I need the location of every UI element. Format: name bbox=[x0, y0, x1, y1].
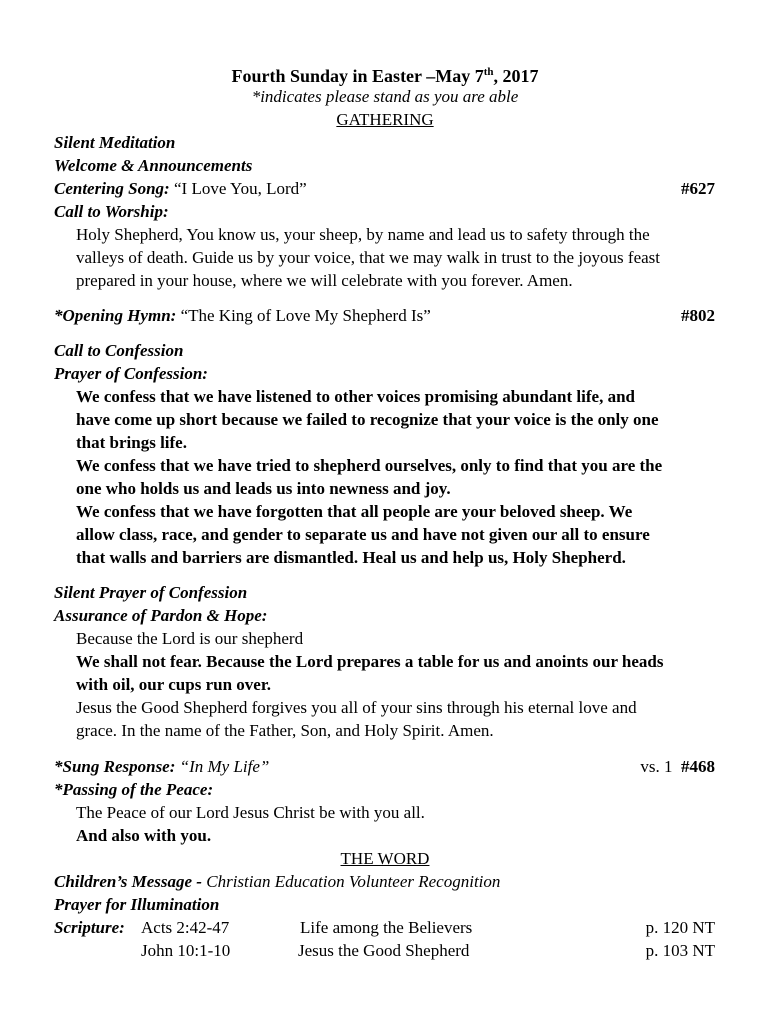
scripture-reference: John 10:1-10 bbox=[141, 941, 231, 960]
page-subtitle: *indicates please stand as you are able bbox=[251, 87, 519, 106]
call-to-worship-line: Holy Shepherd, You know us, your sheep, by name and lead us to safety through the bbox=[76, 225, 650, 244]
sung-response-label: *Sung Response: bbox=[54, 757, 176, 776]
sung-response-title: “In My Life” bbox=[179, 757, 270, 776]
assurance-of-pardon-label: Assurance of Pardon & Hope: bbox=[54, 606, 268, 625]
confession-line: allow class, race, and gender to separate us and have not given our all to ensure bbox=[76, 525, 650, 544]
childrens-message bbox=[54, 871, 500, 893]
opening-hymn-title: “The King of Love My Shepherd Is” bbox=[180, 306, 431, 325]
section-heading-gathering: GATHERING bbox=[336, 110, 434, 129]
welcome-announcements: Welcome & Announcements bbox=[54, 156, 253, 175]
call-to-worship-line: valleys of death. Guide us by your voice, that we may walk in trust to the joyous feast bbox=[76, 248, 661, 267]
confession-line: We confess that we have tried to shepherd ourselves, only to find that you are the bbox=[76, 456, 663, 475]
prayer-for-illumination: Prayer for Illumination bbox=[54, 895, 220, 914]
sung-response-reference bbox=[640, 756, 715, 778]
childrens-message-label: Children’s Message - bbox=[54, 872, 202, 891]
confession-line: have come up short because we failed to recognize that your voice is the only one bbox=[76, 410, 659, 429]
opening-hymn-number: #802 bbox=[681, 306, 715, 325]
peace-response: And also with you. bbox=[76, 826, 212, 845]
call-to-confession: Call to Confession bbox=[54, 341, 184, 360]
assurance-line: grace. In the name of the Father, Son, and Holy Spirit. Amen. bbox=[76, 721, 494, 740]
scripture-page: p. 103 NT bbox=[645, 941, 715, 960]
scripture-title: Jesus the Good Shepherd bbox=[298, 941, 470, 960]
peace-line: The Peace of our Lord Jesus Christ be with you all. bbox=[76, 803, 425, 822]
confession-line: one who holds us and leads us into newness and joy. bbox=[76, 479, 451, 498]
centering-song bbox=[54, 178, 307, 200]
sung-response-number: #468 bbox=[681, 757, 715, 776]
sung-response-verse: vs. 1 bbox=[640, 757, 673, 776]
confession-line: that brings life. bbox=[76, 433, 187, 452]
title-year: , 2017 bbox=[493, 66, 539, 86]
confession-line: that walls and barriers are dismantled. Heal us and help us, Holy Shepherd. bbox=[76, 548, 626, 567]
prayer-of-confession-label: Prayer of Confession: bbox=[54, 364, 208, 383]
silent-prayer-of-confession: Silent Prayer of Confession bbox=[54, 583, 248, 602]
silent-meditation: Silent Meditation bbox=[54, 133, 176, 152]
opening-hymn bbox=[54, 305, 431, 327]
centering-song-title: “I Love You, Lord” bbox=[173, 179, 307, 198]
assurance-line: Jesus the Good Shepherd forgives you all of your sins through his eternal love and bbox=[76, 698, 637, 717]
assurance-response-line: with oil, our cups run over. bbox=[76, 675, 272, 694]
assurance-response-line: We shall not fear. Because the Lord prepares a table for us and anoints our heads bbox=[76, 652, 664, 671]
confession-line: We confess that we have listened to other voices promising abundant life, and bbox=[76, 387, 635, 406]
confession-line: We confess that we have forgotten that all people are your beloved sheep. We bbox=[76, 502, 633, 521]
scripture-label: Scripture: bbox=[54, 918, 125, 937]
section-heading-word: THE WORD bbox=[340, 849, 430, 868]
centering-song-label: Centering Song: bbox=[54, 179, 170, 198]
childrens-message-detail: Christian Education Volunteer Recognition bbox=[206, 872, 501, 891]
scripture-reference: Acts 2:42-47 bbox=[141, 918, 230, 937]
assurance-line: Because the Lord is our shepherd bbox=[76, 629, 304, 648]
title-text: Fourth Sunday in Easter –May 7 bbox=[231, 66, 484, 86]
scripture-title: Life among the Believers bbox=[300, 918, 473, 937]
opening-hymn-label: *Opening Hymn: bbox=[54, 306, 177, 325]
title-superscript: th bbox=[483, 66, 494, 78]
scripture-page: p. 120 NT bbox=[645, 918, 715, 937]
passing-of-peace-label: *Passing of the Peace: bbox=[54, 780, 214, 799]
call-to-worship-line: prepared in your house, where we will celebrate with you forever. Amen. bbox=[76, 271, 573, 290]
call-to-worship-label: Call to Worship: bbox=[54, 202, 169, 221]
centering-song-number: #627 bbox=[681, 179, 715, 198]
page-title bbox=[0, 61, 770, 87]
sung-response bbox=[54, 756, 269, 778]
